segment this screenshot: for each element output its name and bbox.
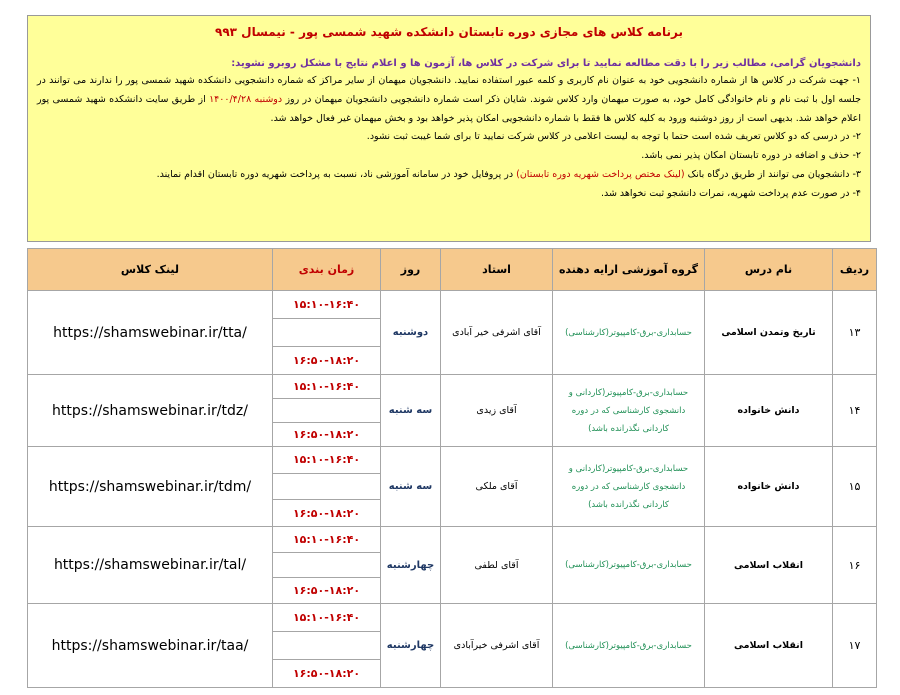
time-slots xyxy=(273,527,381,604)
teacher-name: آقای ملکی xyxy=(441,447,553,527)
course-name: دانش خانواده xyxy=(705,375,833,447)
time-slot-2: ۱۶:۵۰-۱۸:۲۰ xyxy=(292,506,361,520)
row-number: ۱۴ xyxy=(833,375,877,447)
table-row xyxy=(28,447,877,527)
header-time: زمان بندی xyxy=(273,249,381,291)
time-slot-2: ۱۶:۵۰-۱۸:۲۰ xyxy=(292,428,361,441)
department-group: حسابداری-برق-کامپیوتر(کارشناسی) xyxy=(553,604,705,688)
time-slots xyxy=(273,291,381,375)
department-group: حسابداری-برق-کامپیوتر(کارشناسی) xyxy=(553,291,705,375)
notice-item-4 xyxy=(37,166,861,185)
notice-item-1-end: از طریق سایت دانشکده شهید شمسی پور اعلام خواهد شد. بدیهی است از روز دوشنبه ورود به کلیه کلاس ها فقط با شماره دانشجویی امکان پذیر خواهد بود و بخش میهمان غیر فعال خواهد شد. xyxy=(37,93,861,124)
time-slots xyxy=(273,604,381,688)
teacher-name: آقای اشرفی خیر آبادی xyxy=(441,291,553,375)
teacher-name: آقای زیدی xyxy=(441,375,553,447)
teacher-name: آقای اشرفی خیرآبادی xyxy=(441,604,553,688)
time-slots xyxy=(273,447,381,527)
table-row xyxy=(28,604,877,688)
time-slots xyxy=(273,375,381,447)
course-name: تاریخ وتمدن اسلامی xyxy=(705,291,833,375)
header-group: گروه آموزشی ارایه دهنده xyxy=(553,249,705,291)
payment-link[interactable]: (لینک مختص پرداخت شهریه دوره تابستان) xyxy=(516,168,685,180)
time-slot-1: ۱۵:۱۰-۱۶:۴۰ xyxy=(292,453,361,467)
table-header-row xyxy=(28,249,877,291)
notice-item-1 xyxy=(37,72,861,128)
row-number: ۱۳ xyxy=(833,291,877,375)
class-day: چهارشنبه xyxy=(381,604,441,688)
guest-id-date: دوشنبه ۱۴۰۰/۴/۲۸ xyxy=(209,93,283,105)
header-link: لینک کلاس xyxy=(28,249,273,291)
notice-item-2: ۲- در درسی که دو کلاس تعریف شده است حتما با توجه به لیست اعلامی در کلاس شرکت نمایید تا برای شما غیبت ثبت نشود. xyxy=(366,131,861,143)
notice-intro: دانشجویان گرامی، مطالب زیر را با دقت مطالعه نمایید تا برای شرکت در کلاس ها، آزمون ها و اعلام نتایج با مشکل روبرو نشوید: xyxy=(231,58,861,69)
class-day: سه شنبه xyxy=(381,447,441,527)
table-row xyxy=(28,291,877,375)
notice-item-3: ۲- حذف و اضافه در دوره تابستان امکان پذیر نمی باشد. xyxy=(641,150,861,162)
department-group: حسابداری-برق-کامپیوتر(کارشناسی) xyxy=(553,527,705,604)
time-slot-divider xyxy=(273,473,380,501)
notice-item-4-end: در پروفایل خود در سامانه آموزشی ناد، نسبت به پرداخت شهریه دوره تابستان اقدام نمایند. xyxy=(156,168,514,180)
course-name: انقلاب اسلامی xyxy=(705,604,833,688)
time-slot-divider xyxy=(273,398,380,423)
table-row xyxy=(28,527,877,604)
header-row-number: ردیف xyxy=(833,249,877,291)
class-link[interactable]: https://shamswebinar.ir/tal/ xyxy=(28,527,273,604)
teacher-name: آقای لطفی xyxy=(441,527,553,604)
class-day: چهارشنبه xyxy=(381,527,441,604)
time-slot-divider xyxy=(273,552,380,579)
notice-item-1-start: ۱- جهت شرکت در کلاس ها از شماره دانشجویی خود به عنوان نام کاربری و کلمه عبور استفاده نمایید. دانشجویان میهمان از سایر مراکز که شماره دانشجویی دانشکده شهید شمسی پور را ندارند می توانند در جلسه اول با ثبت نام و نام خانوادگی کامل خود، به صورت میهمان وارد کلاس شوند. شایان ذکر است شماره دانشجویی دانشجویان میهمان در روز xyxy=(37,75,862,105)
class-link[interactable]: https://shamswebinar.ir/taa/ xyxy=(28,604,273,688)
class-link[interactable]: https://shamswebinar.ir/tdm/ xyxy=(28,447,273,527)
time-slot-1: ۱۵:۱۰-۱۶:۴۰ xyxy=(292,611,361,624)
course-name: دانش خانواده xyxy=(705,447,833,527)
class-day: سه شنبه xyxy=(381,375,441,447)
row-number: ۱۷ xyxy=(833,604,877,688)
time-slot-1: ۱۵:۱۰-۱۶:۴۰ xyxy=(292,380,361,393)
row-number: ۱۶ xyxy=(833,527,877,604)
row-number: ۱۵ xyxy=(833,447,877,527)
time-slot-divider xyxy=(273,318,380,347)
header-course: نام درس xyxy=(705,249,833,291)
time-slot-2: ۱۶:۵۰-۱۸:۲۰ xyxy=(292,354,361,367)
notice-item-5: ۴- در صورت عدم پرداخت شهریه، نمرات دانشجو ثبت نخواهد شد. xyxy=(600,187,861,199)
notice-box xyxy=(27,15,871,242)
notice-item-4-start: ۳- دانشجویان می توانند از طریق درگاه بانک xyxy=(687,168,861,180)
class-day: دوشنبه xyxy=(381,291,441,375)
time-slot-2: ۱۶:۵۰-۱۸:۲۰ xyxy=(292,667,361,680)
time-slot-2: ۱۶:۵۰-۱۸:۲۰ xyxy=(292,584,361,598)
table-row xyxy=(28,375,877,447)
department-group: حسابداری-برق-کامپیوتر(کاردانی و دانشجوی کارشناسی که در دوره کاردانی نگذرانده باشد) xyxy=(553,375,705,447)
course-name: انقلاب اسلامی xyxy=(705,527,833,604)
time-slot-divider xyxy=(273,631,380,660)
time-slot-1: ۱۵:۱۰-۱۶:۴۰ xyxy=(292,298,361,311)
time-slot-1: ۱۵:۱۰-۱۶:۴۰ xyxy=(292,532,361,546)
class-schedule-table xyxy=(27,248,877,688)
notice-title: برنامه کلاس های مجازی دوره تابستان دانشکده شهید شمسی پور - نیمسال ۹۹۳ xyxy=(215,25,683,39)
class-link[interactable]: https://shamswebinar.ir/tdz/ xyxy=(28,375,273,447)
header-day: روز xyxy=(381,249,441,291)
class-link[interactable]: https://shamswebinar.ir/tta/ xyxy=(28,291,273,375)
header-teacher: استاد xyxy=(441,249,553,291)
department-group: حسابداری-برق-کامپیوتر(کاردانی و دانشجوی کارشناسی که در دوره کاردانی نگذرانده باشد) xyxy=(553,447,705,527)
